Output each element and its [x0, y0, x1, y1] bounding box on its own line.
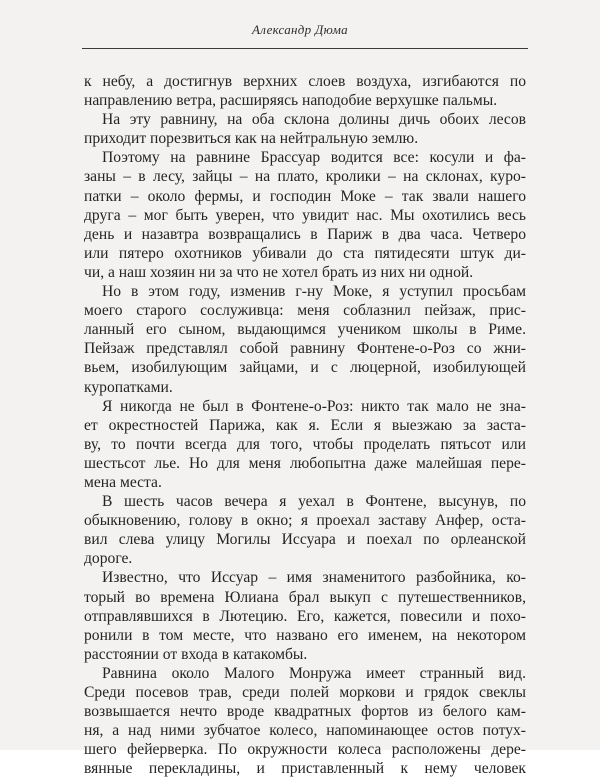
text-line: вил слева улицу Могилы Иссуара и поехал по орлеанской [84, 531, 526, 549]
text-line: моего старого сослуживца: меня соблазнил пейзаж, прис- [84, 302, 526, 320]
running-head-author: Александр Дюма [252, 22, 348, 37]
body-text [84, 72, 526, 778]
text-line: обыкновению, голову в окно; я проехал заставу Анфер, оста- [84, 512, 526, 530]
text-line: Но в этом году, изменив г-ну Моке, я уступил просьбам [102, 283, 526, 301]
text-line: приходит порезвиться как на нейтральную землю. [84, 130, 419, 148]
text-line: ронили в том месте, что названо его именем, на некотором [84, 626, 526, 644]
text-line: вьем, изобилующим зайцами, и с люцерной, изобилующей [84, 359, 526, 377]
text-line: шего фейерверка. По окружности колеса расположены дере- [84, 741, 526, 759]
text-line: На эту равнину, на оба склона долины дичь обоих лесов [102, 111, 526, 129]
text-line: Пейзаж представлял собой равнину Фонтене-о-Роз со жни- [84, 340, 526, 358]
text-line: ет окрестностей Парижа, как я. Если я выезжаю за заста- [84, 416, 526, 434]
text-line: Я никогда не был в Фонтене-о-Роз: никто так мало не зна- [102, 397, 526, 415]
text-line: вянные перекладины, и приставленный к нему человек [84, 760, 526, 778]
text-line: друга – мог быть уверен, что увидит нас. Мы охотились весь [84, 206, 526, 224]
text-line: куропатками. [84, 378, 173, 396]
text-line: торый во времена Юлиана брал выкуп с путешественников, [84, 588, 526, 606]
text-line: ланный его сыном, выдающимся учеником школы в Риме. [84, 321, 526, 339]
text-line: заны – в лесу, зайцы – на плато, кролики – на склонах, куро- [84, 168, 526, 186]
text-line: к небу, а достигнув верхних слоев воздуха, изгибаются по [84, 73, 526, 90]
text-line: дороге. [84, 550, 133, 568]
text-line: день и назавтра возвращались в Париж в два часа. Четверо [84, 225, 526, 243]
text-line: ву, то почти всегда для того, чтобы проделать пятьсот или [84, 435, 526, 453]
text-line: расстоянии от входа в катакомбы. [84, 645, 308, 663]
text-line: или пятеро охотников убивали до ста пятидесяти штук ди- [84, 244, 526, 262]
text-line: ня, а над ними зубчатое колесо, напоминающее остов потух- [84, 722, 526, 740]
text-line: Известно, что Иссуар – имя знаменитого разбойника, ко- [102, 569, 526, 587]
header-rule [82, 48, 528, 49]
text-line: мена места. [84, 473, 162, 491]
text-line: отправлявшихся в Лютецию. Его, кажется, повесили и похо- [84, 607, 526, 625]
text-line: направлению ветра, расширяясь наподобие верхушке пальмы. [84, 92, 498, 110]
text-line: Поэтому на равнине Брассуар водится все: косули и фа- [102, 149, 526, 167]
text-line: возвышается нечто вроде квадратных фортов из белого кам- [84, 703, 526, 721]
text-line: Среди посевов трав, среди полей моркови и грядок свеклы [84, 684, 526, 701]
text-line: шестьсот лье. Но для меня любопытна даже малейшая пере- [84, 454, 526, 472]
text-line: патки – около фермы, и господин Моке – так звали нашего [84, 187, 526, 205]
text-line: В шесть часов вечера я уехал в Фонтене, высунув, по [102, 493, 526, 511]
text-line: чи, а наш хозяин ни за что не хотел брать из них ни одной. [84, 263, 474, 281]
text-line: Равнина около Малого Монружа имеет странный вид. [102, 664, 526, 682]
